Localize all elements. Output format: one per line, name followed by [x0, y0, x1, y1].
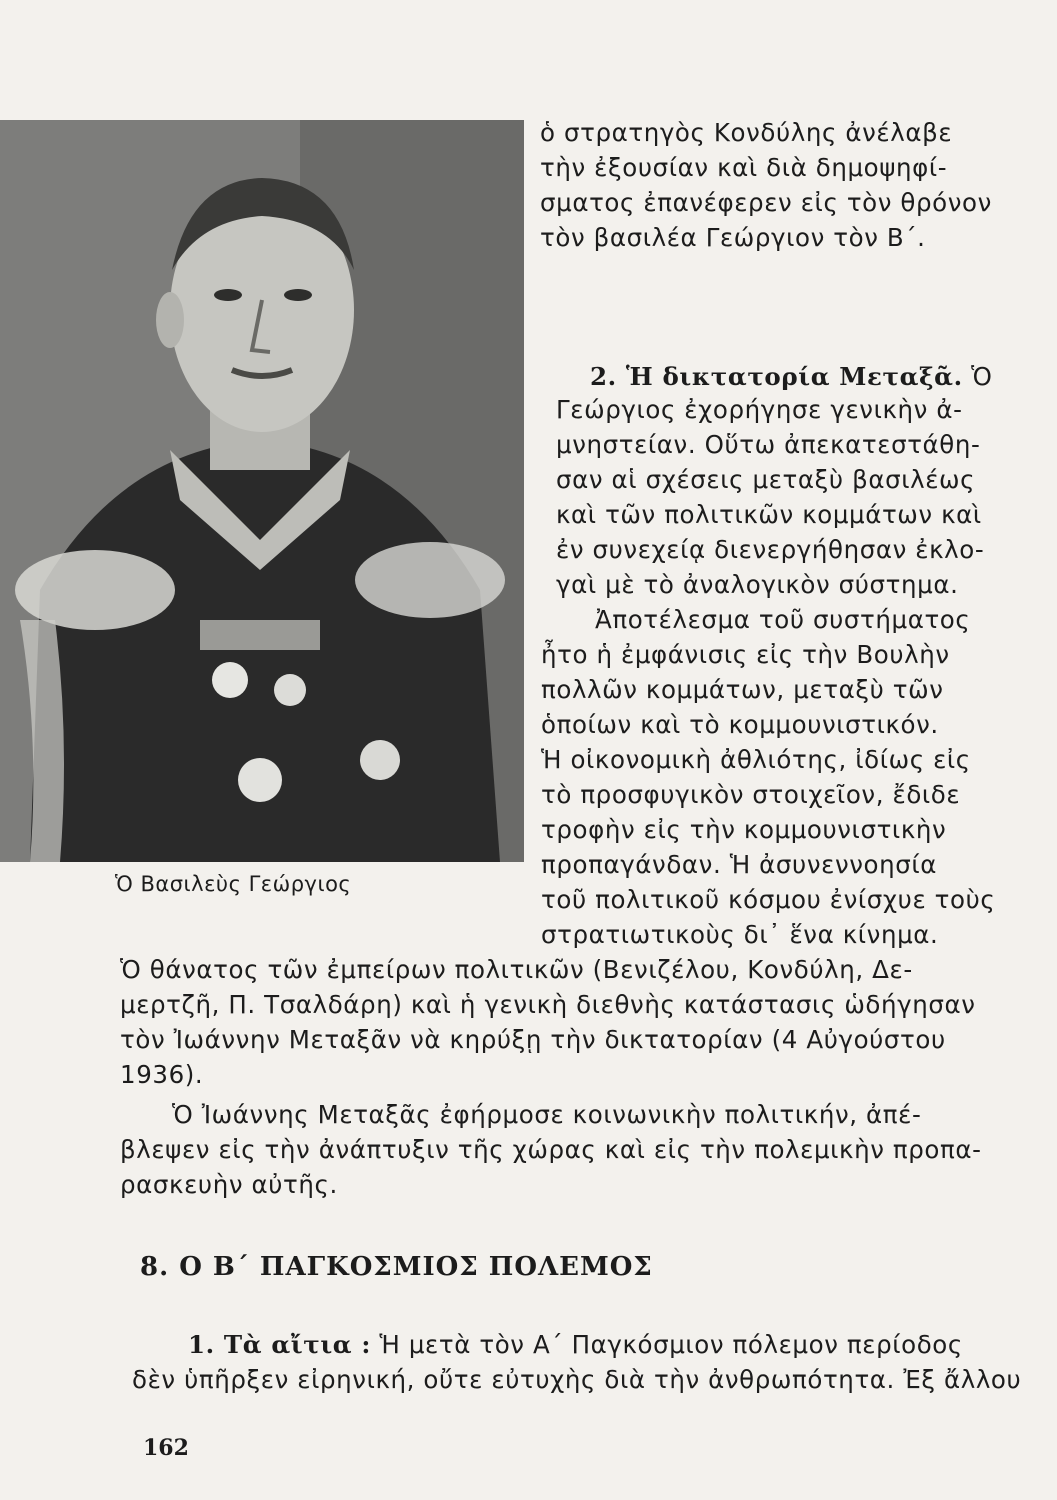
body-line: 1936). [120, 1060, 204, 1089]
chapter-heading: 8. Ο Β΄ ΠΑΓΚΟΣΜΙΟΣ ΠΟΛΕΜΟΣ [140, 1252, 653, 1282]
causes-line: δὲν ὑπῆρξεν εἰρηνική, οὔτε εὐτυχὴς διὰ τὴν ἀνθρωπότητα. Ἐξ ἄλλου [132, 1365, 1022, 1394]
causes-line1-text: Ἡ μετὰ τὸν Α΄ Παγκόσμιον πόλεμον περίοδος [371, 1330, 963, 1359]
intro-line: τὸν βασιλέα Γεώργιον τὸν Β΄. [540, 223, 926, 252]
body-line: βλεψεν εἰς τὴν ἀνάπτυξιν τῆς χώρας καὶ εἰς τὴν πολεμικὴν προπα- [120, 1135, 982, 1164]
intro-line: σματος ἐπανέφερεν εἰς τὸν θρόνον [540, 188, 992, 217]
body-line: Ὁ θάνατος τῶν ἐμπείρων πολιτικῶν (Βενιζέλου, Κονδύλη, Δε- [120, 955, 913, 984]
body-line: Ὁ Ἰωάννης Μεταξᾶς ἐφήρμοσε κοινωνικὴν πολιτικήν, ἀπέ- [172, 1100, 922, 1129]
section-line: μνηστείαν. Οὕτω ἀπεκατεστάθη- [556, 430, 981, 459]
body-line: τὸν Ἰωάννην Μεταξᾶν νὰ κηρύξῃ τὴν δικτατορίαν (4 Αὐγούστου [120, 1025, 946, 1054]
section-line: Γεώργιος ἐχορήγησε γενικὴν ἀ- [556, 395, 963, 424]
portrait-illustration [0, 120, 524, 862]
section-line: ἦτο ἡ ἐμφάνισις εἰς τὴν Βουλὴν [541, 640, 950, 669]
section-line: σαν αἱ σχέσεις μεταξὺ βασιλέως [556, 465, 976, 494]
causes-title: 1. Τὰ αἴτια : [188, 1330, 371, 1359]
intro-line: ὁ στρατηγὸς Κονδύλης ἀνέλαβε [540, 118, 953, 147]
causes-line [188, 1330, 963, 1359]
body-line: ρασκευὴν αὐτῆς. [120, 1170, 338, 1199]
section-heading-line [590, 362, 993, 391]
section-line: Ἡ οἰκονομικὴ ἀθλιότης, ἰδίως εἰς [541, 745, 971, 774]
section-title: 2. Ἡ δικτατορία Μεταξᾶ. [590, 362, 963, 391]
section-line: Ἀποτέλεσμα τοῦ συστήματος [595, 605, 971, 634]
section-line: ἐν συνεχείᾳ διενεργήθησαν ἐκλο- [556, 535, 985, 564]
section-line: ὁποίων καὶ τὸ κομμουνιστικόν. [541, 710, 939, 739]
section-line: προπαγάνδαν. Ἡ ἀσυνεννοησία [541, 850, 938, 879]
section-line: καὶ τῶν πολιτικῶν κομμάτων καὶ [556, 500, 982, 529]
intro-line: τὴν ἐξουσίαν καὶ διὰ δημοψηφί- [540, 153, 948, 182]
section-line: τὸ προσφυγικὸν στοιχεῖον, ἔδιδε [541, 780, 961, 809]
section-line: γαὶ μὲ τὸ ἀναλογικὸν σύστημα. [556, 570, 959, 599]
page-number: 162 [143, 1435, 189, 1461]
body-line: μερτζῆ, Π. Τσαλδάρη) καὶ ἡ γενικὴ διεθνὴς κατάστασις ὡδήγησαν [120, 990, 976, 1019]
section-line: τοῦ πολιτικοῦ κόσμου ἐνίσχυε τοὺς [541, 885, 996, 914]
photo-caption: Ὁ Βασιλεὺς Γεώργιος [115, 872, 352, 896]
section-line: τροφὴν εἰς τὴν κομμουνιστικὴν [541, 815, 947, 844]
king-portrait-photo [0, 120, 524, 862]
section-line: πολλῶν κομμάτων, μεταξὺ τῶν [541, 675, 944, 704]
section-title-continuation: Ὁ [962, 362, 993, 391]
section-line: στρατιωτικοὺς δι᾿ ἕνα κίνημα. [541, 920, 939, 949]
